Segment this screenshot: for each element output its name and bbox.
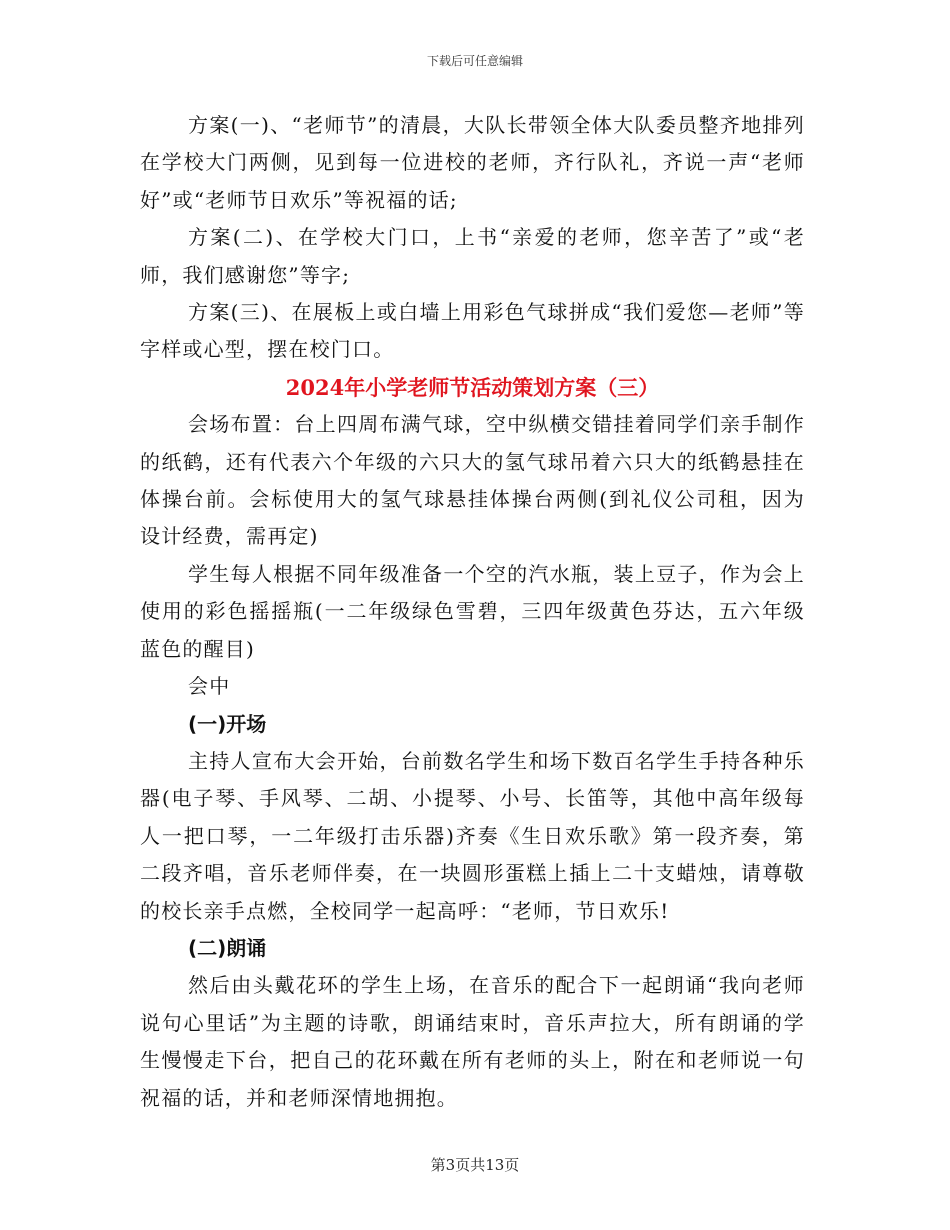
paragraph-plan-1: 方案(一)、“老师节”的清晨，大队长带领全体大队委员整齐地排列在学校大门两侧，见到每一位进校的老师，齐行队礼，齐说一声“老师好”或“老师节日欢乐”等祝福的话; bbox=[140, 113, 805, 212]
page-number: 第3页共13页 bbox=[430, 1156, 520, 1174]
paragraph-recitation: 然后由头戴花环的学生上场，在音乐的配合下一起朗诵“我向老师说句心里话”为主题的诗歌，朗诵结束时，音乐声拉大，所有朗诵的学生慢慢走下台，把自己的花环戴在所有老师的头上，附在和老师说一句祝福的话，并和老师深情地拥抱。 bbox=[140, 973, 805, 1110]
subheading-opening: (一)开场 bbox=[188, 711, 267, 736]
paragraph-plan-3: 方案(三)、在展板上或白墙上用彩色气球拼成“我们爱您—老师”等字样或心型，摆在校门口。 bbox=[140, 300, 805, 362]
document-body bbox=[140, 107, 805, 1117]
page-header: 下载后可任意编辑 bbox=[426, 54, 523, 68]
paragraph-shaker-bottles: 学生每人根据不同年级准备一个空的汽水瓶，装上豆子，作为会上使用的彩色摇摇瓶(一二年级绿色雪碧，三四年级黄色芬达，五六年级蓝色的醒目) bbox=[140, 561, 805, 661]
paragraph-opening: 主持人宣布大会开始，台前数名学生和场下数百名学生手持各种乐器(电子琴、手风琴、二胡、小提琴、小号、长笛等，其他中高年级每人一把口琴，一二年级打击乐器)齐奏《生日欢乐歌》第一段齐奏，第二段齐唱，音乐老师伴奏，在一块圆形蛋糕上插上二十支蜡烛，请尊敬的校长亲手点燃，全校同学一起高呼：“老师，节日欢乐! bbox=[140, 748, 805, 923]
section-title: 2024年小学老师节活动策划方案（三） bbox=[285, 374, 660, 400]
paragraph-during-meeting: 会中 bbox=[188, 674, 231, 699]
paragraph-plan-2: 方案(二)、在学校大门口，上书“亲爱的老师，您辛苦了”或“老师，我们感谢您”等字; bbox=[140, 225, 805, 287]
paragraph-venue-layout: 会场布置：台上四周布满气球，空中纵横交错挂着同学们亲手制作的纸鹤，还有代表六个年级的六只大的氢气球吊着六只大的纸鹤悬挂在体操台前。会标使用大的氢气球悬挂体操台两侧(到礼仪公司租，因为设计经费，需再定) bbox=[140, 412, 805, 549]
subheading-recitation: (二)朗诵 bbox=[188, 935, 267, 960]
